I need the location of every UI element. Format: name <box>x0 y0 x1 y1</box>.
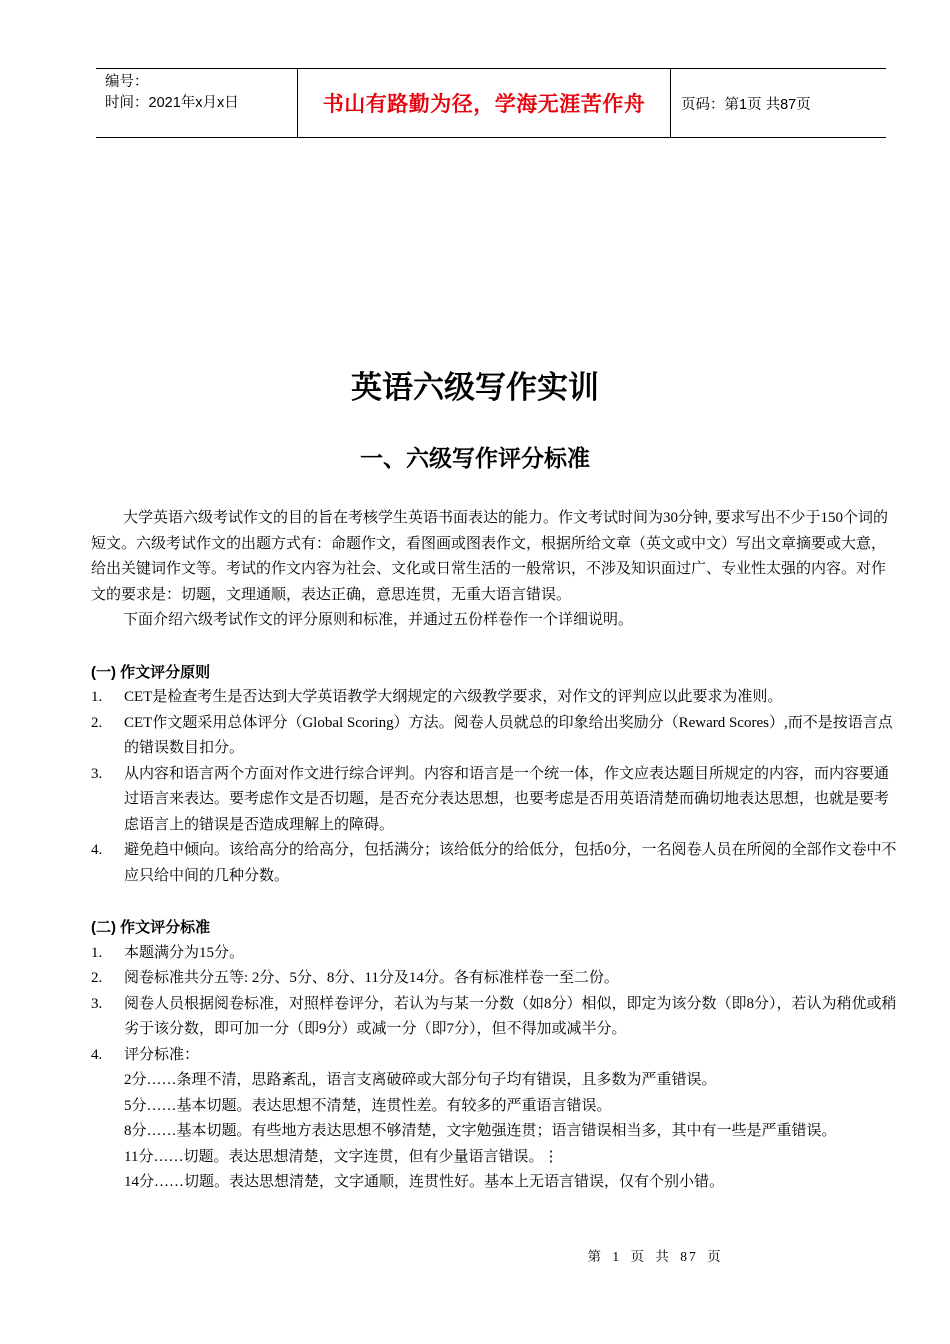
list-item-text: CET是检查考生是否达到大学英语教学大纲规定的六级教学要求，对作文的评判应以此要求为准则。 <box>124 689 783 705</box>
criterion-14: 14分……切题。表达思想清楚，文字通顺，连贯性好。基本上无语言错误，仅有个别小错。 <box>124 1174 725 1190</box>
standards-list <box>91 941 897 1196</box>
list-number: 1. <box>91 944 103 961</box>
list-item-text: 本题满分为15分。 <box>124 944 245 961</box>
list-item-text: 避免趋中倾向。该给高分的给高分，包括满分；该给低分的给低分，包括0分，一名阅卷人员在所阅的全部作文卷中不应只给中间的几种分数。 <box>124 842 897 884</box>
list-item <box>91 711 897 762</box>
header-meta <box>96 69 298 137</box>
footer-total-pages: 87 <box>680 1249 698 1264</box>
list-item-text: 从内容和语言两个方面对作文进行综合评判。内容和语言是一个统一体，作文应表达题目所规定的内容，而内容要通过语言来表达。要考虑作文是否切题，是否充分表达思想，也要考虑是否用英语清楚而确切地表达思想，也就是要考虑语言上的错误是否造成理解上的障碍。 <box>124 765 890 833</box>
document-body <box>91 506 897 1196</box>
document-title: 英语六级写作实训 <box>351 370 599 406</box>
time-label: 时间：2021年x月x日 <box>105 95 239 111</box>
header-motto: 书山有路勤为径，学海无涯苦作舟 <box>298 69 671 137</box>
footer-di: 第 <box>587 1249 603 1264</box>
list-number: 3. <box>91 765 103 782</box>
principles-list <box>91 685 897 889</box>
list-number: 3. <box>91 995 103 1012</box>
list-number: 2. <box>91 970 103 986</box>
list-item <box>91 941 897 967</box>
list-item <box>91 762 897 839</box>
list-item <box>91 992 897 1043</box>
criterion-8: 8分……基本切题。有些地方表达思想不够清楚，文字勉强连贯；语言错误相当多，其中有一些是严重错误。 <box>124 1123 837 1139</box>
list-item-text: 阅卷标准共分五等: 2分、5分、8分、11分及14分。各有标准样卷一至二份。 <box>124 970 619 986</box>
section-title: 一、六级写作评分标准 <box>360 446 590 472</box>
list-number: 1. <box>91 689 103 705</box>
list-item <box>91 685 897 711</box>
principles-heading: (一) 作文评分原则 <box>91 663 211 681</box>
criterion-5: 5分……基本切题。表达思想不清楚，连贯性差。有较多的严重语言错误。 <box>124 1097 612 1114</box>
criterion-11: 11分……切题。表达思想清楚，文字连贯，但有少量语言错误。⋮ <box>124 1148 559 1165</box>
intro-paragraph-2: 下面介绍六级考试作文的评分原则和标准，并通过五份样卷作一个详细说明。 <box>123 612 634 628</box>
list-item-text: CET作文题采用总体评分（Global Scoring）方法。阅卷人员就总的印象给出奖励分（Reward Scores）,而不是按语言点的错误数目扣分。 <box>124 714 893 756</box>
list-item <box>91 966 897 992</box>
list-number: 4. <box>91 1046 103 1063</box>
list-item-text: 阅卷人员根据阅卷标准，对照样卷评分，若认为与某一分数（如8分）相似，即定为该分数（即8分），若认为稍优或稍劣于该分数，即可加一分（即9分）或减一分（即7分），但不得加或减半分。 <box>124 995 897 1037</box>
page-header <box>96 68 886 138</box>
list-number: 2. <box>91 714 103 731</box>
footer-page-number: 1 <box>612 1249 622 1264</box>
list-item-text: 评分标准： <box>124 1046 200 1063</box>
footer-ye-2: 页 <box>707 1249 723 1264</box>
number-label: 编号： <box>105 74 149 90</box>
header-page-info: 页码：第1页 共87页 <box>681 96 811 113</box>
criterion-2: 2分……条理不清，思路紊乱，语言支离破碎或大部分句子均有错误，且多数为严重错误。 <box>124 1072 717 1088</box>
footer-gong: 共 <box>655 1249 671 1264</box>
list-number: 4. <box>91 842 103 858</box>
intro-paragraph-1: 大学英语六级考试作文的目的旨在考核学生英语书面表达的能力。作文考试时间为30分钟, 要求写出不少于150个词的短文。六级考试作文的出题方式有：命题作文，看图画或图表作文，根据所给文章（英文或中文）写出文章摘要或大意，给出关键词作文等。考试的作文内容为社会、文化或日常生活的一般常识，不涉及知识面过广、专业性太强的内容。对作文的要求是：切题，文理通顺，表达正确，意思连贯，无重大语言错误。 <box>91 510 889 603</box>
list-item <box>91 1043 897 1196</box>
list-item <box>91 838 897 889</box>
page-footer <box>0 1245 950 1265</box>
standards-heading: (二) 作文评分标准 <box>91 919 211 936</box>
footer-ye: 页 <box>630 1249 646 1264</box>
